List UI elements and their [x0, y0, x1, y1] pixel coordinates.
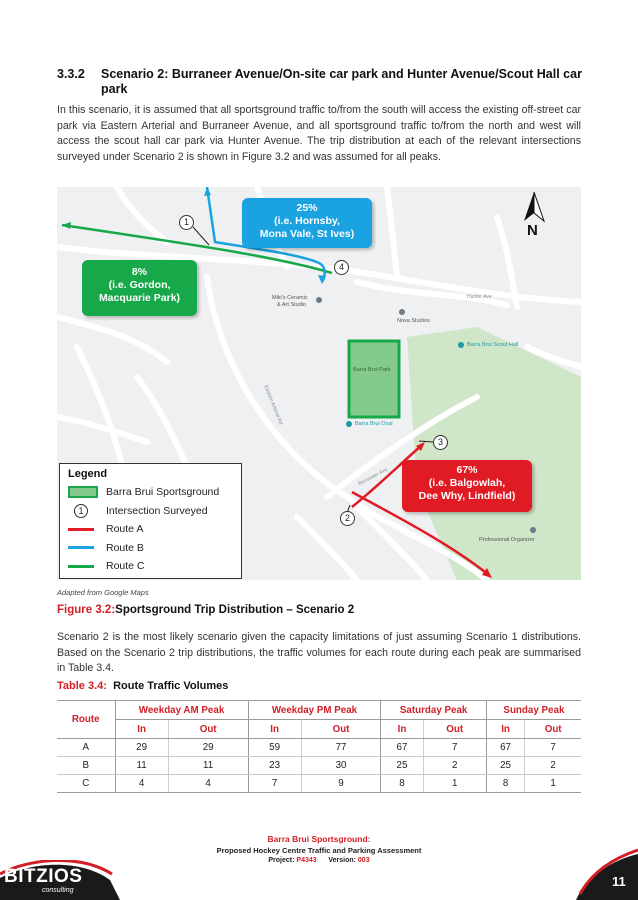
value-cell: 9: [301, 775, 381, 793]
north-arrow-icon: [519, 191, 549, 223]
value-cell: 8: [381, 775, 423, 793]
section-title: Scenario 2: Burraneer Avenue/On-site car park and Hunter Avenue/Scout Hall car park: [101, 67, 582, 96]
footer-report-title: Proposed Hockey Centre Traffic and Parking Assessment: [216, 846, 422, 855]
route-cell: A: [57, 739, 115, 757]
value-cell: 7: [525, 739, 581, 757]
value-cell: 77: [301, 739, 381, 757]
street-label: Eastern Arterial Rd: [262, 384, 284, 426]
value-cell: 8: [486, 775, 524, 793]
in-header: In: [248, 720, 301, 739]
legend-item: Route A: [68, 520, 233, 539]
value-cell: 11: [168, 757, 248, 775]
legend-item: Barra Brui Sportsground: [68, 483, 233, 502]
poi-label: Barra Brui Scout Hall: [467, 342, 519, 348]
poi-label: Barra Brui Park: [353, 367, 391, 373]
poi-label: Nova Studios: [397, 318, 430, 324]
value-cell: 30: [301, 757, 381, 775]
section-number: 3.3.2: [57, 67, 85, 81]
figure-title: Sportsground Trip Distribution – Scenario 2: [115, 604, 355, 616]
sportsground-outline: [349, 341, 399, 417]
intro-paragraph: In this scenario, it is assumed that all sportsground traffic to/from the south will access the existing off-street car park via Eastern Arterial and Burraneer Avenue, and all sportsground traffic to/from the north and west will access the scout hall car park via Hunter Avenue. The trip distribution at each of the relevant intersections surveyed under Scenario 2 is shown in Figure 3.2 and was assumed for all peaks.: [57, 104, 581, 163]
callout-route-a: 67% (i.e. Balgowlah, Dee Why, Lindfield): [402, 460, 532, 512]
north-arrow: [519, 191, 549, 241]
value-cell: 25: [486, 757, 524, 775]
value-cell: 4: [168, 775, 248, 793]
out-header: Out: [301, 720, 381, 739]
value-cell: 4: [115, 775, 168, 793]
out-header: Out: [525, 720, 581, 739]
out-header: Out: [423, 720, 486, 739]
route-cell: B: [57, 757, 115, 775]
second-paragraph: Scenario 2 is the most likely scenario given the capacity limitations of just assuming Scenario 1 distributions. Based on the Scenario 2 trip distributions, the traffic volumes for each route during each peak are summarised in Table 3.4.: [57, 631, 581, 675]
logo-sub-text: consulting: [42, 887, 74, 894]
footer-project-version: Project: P4343 Version: 003: [268, 857, 370, 864]
poi-pin: [316, 297, 322, 303]
poi-label: & Art Studio: [277, 302, 307, 308]
intersection-marker-1: 1: [179, 215, 194, 230]
poi-label: Miki's Ceramic: [272, 295, 308, 301]
legend-item: Route B: [68, 539, 233, 558]
intersection-marker-2: 2: [340, 511, 355, 526]
poi-pin: [458, 342, 464, 348]
route-b-arrowhead-south: [318, 275, 326, 284]
legend-item: Route C: [68, 557, 233, 576]
value-cell: 29: [115, 739, 168, 757]
footer-project-info: [190, 833, 448, 866]
out-header: Out: [168, 720, 248, 739]
marker-1-leader: [193, 227, 209, 245]
route-cell: C: [57, 775, 115, 793]
page-footer: [0, 820, 638, 900]
map-source-note: Adapted from Google Maps: [57, 588, 149, 597]
route-traffic-table: [57, 700, 581, 793]
group-header: Sunday Peak: [486, 701, 581, 720]
value-cell: 11: [115, 757, 168, 775]
intersection-marker-4: 4: [334, 260, 349, 275]
page-number-shape: [576, 848, 638, 900]
route-b-arrowhead-north: [204, 187, 211, 196]
group-header: Weekday PM Peak: [248, 701, 381, 720]
legend-title: Legend: [68, 468, 108, 480]
table-row: [57, 739, 581, 757]
value-cell: 7: [423, 739, 486, 757]
intersection-marker-3: 3: [433, 435, 448, 450]
trip-distribution-map: [57, 187, 581, 580]
value-cell: 1: [423, 775, 486, 793]
in-header: In: [381, 720, 423, 739]
value-cell: 1: [525, 775, 581, 793]
north-letter: N: [527, 222, 538, 239]
table-row: [57, 757, 581, 775]
sportsground-swatch: [68, 486, 98, 498]
callout-route-b: 25% (i.e. Hornsby, Mona Vale, St Ives): [242, 198, 372, 248]
footer-project-name: Barra Brui Sportsground:: [267, 834, 371, 844]
value-cell: 25: [381, 757, 423, 775]
bitzios-logo: [0, 860, 120, 900]
group-header: Saturday Peak: [381, 701, 486, 720]
poi-label: Barra Brui Oval: [355, 421, 393, 427]
callout-route-c: 8% (i.e. Gordon, Macquarie Park): [82, 260, 197, 316]
logo-main-text: BITZIOS: [4, 866, 83, 887]
legend-item: 1 Intersection Surveyed: [68, 502, 233, 521]
in-header: In: [115, 720, 168, 739]
table-row: [57, 775, 581, 793]
street-label: Burraneer Ave: [357, 466, 389, 488]
route-c-arrowhead: [62, 222, 71, 229]
table-label: Table 3.4:: [57, 680, 107, 692]
poi-pin: [530, 527, 536, 533]
figure-caption: [57, 604, 354, 616]
table-caption: [57, 680, 228, 692]
value-cell: 29: [168, 739, 248, 757]
route-a-line-symbol: [68, 528, 94, 531]
poi-label: Professional Organizer: [479, 537, 535, 543]
route-b-line-symbol: [68, 546, 94, 549]
value-cell: 23: [248, 757, 301, 775]
figure-label: Figure 3.2:: [57, 604, 116, 616]
intersection-symbol: 1: [74, 504, 88, 518]
in-header: In: [486, 720, 524, 739]
table-title: Route Traffic Volumes: [113, 680, 229, 692]
poi-pin: [346, 421, 352, 427]
value-cell: 7: [248, 775, 301, 793]
value-cell: 67: [381, 739, 423, 757]
street-label: Hunter Ave: [467, 294, 492, 300]
value-cell: 2: [423, 757, 486, 775]
poi-pin: [399, 309, 405, 315]
section-heading: [57, 67, 587, 97]
value-cell: 59: [248, 739, 301, 757]
page-number: 11: [612, 874, 626, 889]
map-legend: [59, 463, 242, 579]
value-cell: 2: [525, 757, 581, 775]
route-c-line-symbol: [68, 565, 94, 568]
group-header: Weekday AM Peak: [115, 701, 248, 720]
value-cell: 67: [486, 739, 524, 757]
route-header: Route: [57, 701, 115, 739]
